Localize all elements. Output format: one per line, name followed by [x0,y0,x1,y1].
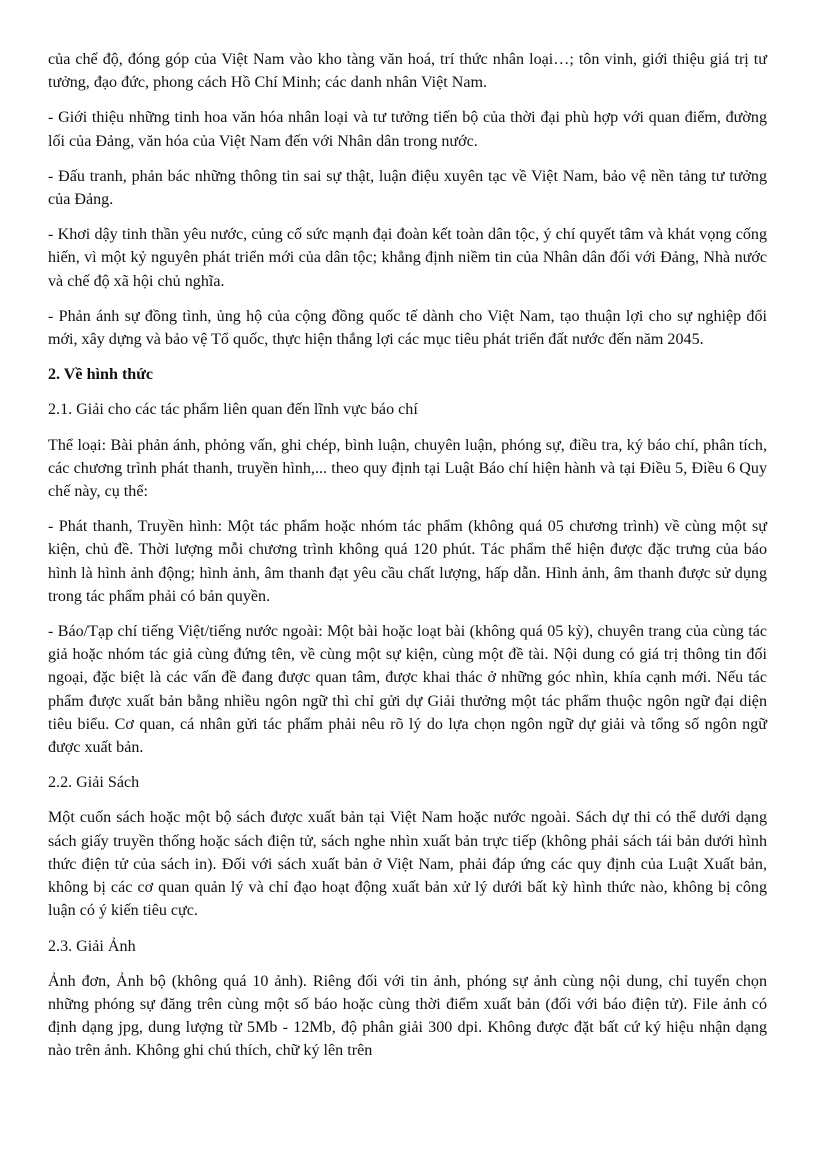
paragraph: Ảnh đơn, Ảnh bộ (không quá 10 ảnh). Riêng đối với tin ảnh, phóng sự ảnh cùng nội dung, chỉ tuyển chọn những phóng sự đăng trên cùng một số báo hoặc cùng thời điểm xuất bản (đối với báo điện tử). File ảnh có định dạng jpg, dung lượng từ 5Mb - 12Mb, độ phân giải 300 dpi. Không được đặt bất cứ ký hiệu nhận dạng nào trên ảnh. Không ghi chú thích, chữ ký lên trên [48,972,767,1060]
section-heading: 2. Về hình thức [48,366,154,384]
paragraph: Một cuốn sách hoặc một bộ sách được xuất bản tại Việt Nam hoặc nước ngoài. Sách dự thi có thể dưới dạng sách giấy truyền thống hoặc sách điện tử, sách nghe nhìn xuất bản trực tiếp (không phải sách tái bản dưới hình thức điện tử của sách in). Đối với sách xuất bản ở Việt Nam, phải đáp ứng các quy định của Luật Xuất bản, không bị các cơ quan quản lý và chỉ đạo hoạt động xuất bản xử lý dưới bất kỳ hình thức nào, không bị công luận có ý kiến tiêu cực. [48,809,767,920]
paragraph: của chế độ, đóng góp của Việt Nam vào kho tàng văn hoá, trí thức nhân loại…; tôn vinh, giới thiệu giá trị tư tưởng, đạo đức, phong cách Hồ Chí Minh; các danh nhân Việt Nam. [48,51,767,92]
paragraph: - Giới thiệu những tinh hoa văn hóa nhân loại và tư tưởng tiến bộ của thời đại phù hợp với quan điểm, đường lối của Đảng, văn hóa của Việt Nam đến với Nhân dân trong nước. [48,109,767,150]
paragraph: Thể loại: Bài phản ánh, phỏng vấn, ghi chép, bình luận, chuyên luận, phóng sự, điều tra, ký báo chí, phân tích, các chương trình phát thanh, truyền hình,... theo quy định tại Luật Báo chí hiện hành và tại Điều 5, Điều 6 Quy chế này, cụ thể: [48,436,767,501]
paragraph: - Phát thanh, Truyền hình: Một tác phẩm hoặc nhóm tác phẩm (không quá 05 chương trình) về cùng một sự kiện, chủ đề. Thời lượng mỗi chương trình không quá 120 phút. Tác phẩm thể hiện được đặc trưng của báo hình là hình ảnh động; hình ảnh, âm thanh đạt yêu cầu chất lượng, hấp dẫn. Hình ảnh, âm thanh được sử dụng trong tác phẩm phải có bản quyền. [48,518,767,605]
subsection-title: 2.3. Giải Ảnh [48,937,136,955]
paragraph: - Phản ánh sự đồng tình, ủng hộ của cộng đồng quốc tế dành cho Việt Nam, tạo thuận lợi cho sự nghiệp đổi mới, xây dựng và bảo vệ Tổ quốc, thực hiện thắng lợi các mục tiêu phát triển đất nước đến năm 2045. [48,307,767,349]
subsection-title: 2.2. Giải Sách [48,774,140,792]
subsection-title: 2.1. Giải cho các tác phẩm liên quan đến lĩnh vực báo chí [48,401,418,419]
paragraph: - Báo/Tạp chí tiếng Việt/tiếng nước ngoài: Một bài hoặc loạt bài (không quá 05 kỳ), chuyên trang của cùng tác giả hoặc nhóm tác giả cùng đứng tên, về cùng một sự kiện, cùng một đề tài. Nội dung có giá trị thông tin đối ngoại, đặc biệt là các vấn đề đang được quan tâm, được khai thác ở những góc nhìn, khía cạnh mới. Nếu tác phẩm được xuất bản bằng nhiều ngôn ngữ thì chỉ gửi dự Giải thưởng một tác phẩm thuộc ngôn ngữ đại diện tiêu biểu. Cơ quan, cá nhân gửi tác phẩm phải nêu rõ lý do lựa chọn ngôn ngữ dự giải và tổng số ngôn ngữ được xuất bản. [48,623,767,757]
paragraph: - Đấu tranh, phản bác những thông tin sai sự thật, luận điệu xuyên tạc về Việt Nam, bảo vệ nền tảng tư tưởng của Đảng. [48,167,767,209]
paragraph: - Khơi dậy tinh thần yêu nước, củng cố sức mạnh đại đoàn kết toàn dân tộc, ý chí quyết tâm và khát vọng cống hiến, vì một kỷ nguyên phát triển mới của dân tộc; khẳng định niềm tin của Nhân dân đối với Đảng, Nhà nước và chế độ xã hội chủ nghĩa. [48,226,767,290]
